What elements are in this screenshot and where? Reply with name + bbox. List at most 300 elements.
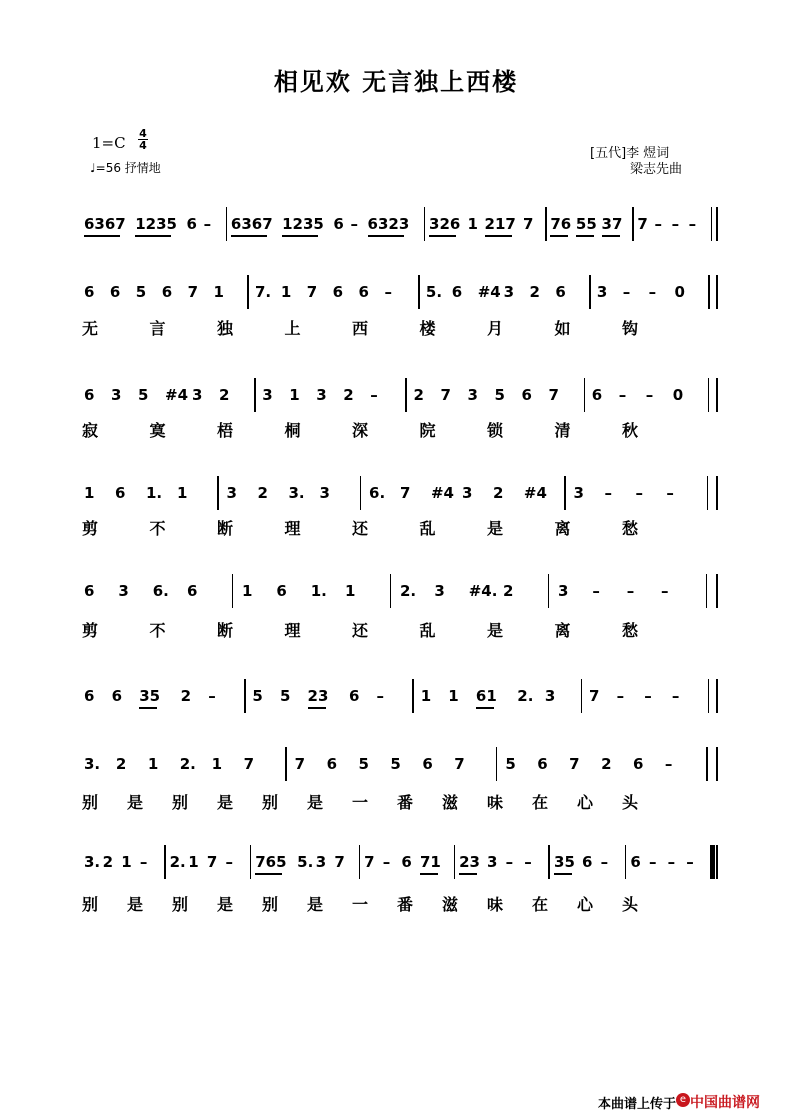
note: 3 bbox=[467, 386, 478, 404]
note: 1 bbox=[242, 582, 253, 600]
barline bbox=[716, 574, 718, 608]
note: 7 bbox=[440, 386, 451, 404]
beam-underline bbox=[231, 235, 267, 237]
barline bbox=[581, 679, 583, 713]
note: 3 bbox=[573, 484, 584, 502]
lyric-char: 滋 bbox=[442, 793, 459, 812]
barline bbox=[545, 207, 547, 241]
lyric-char: 番 bbox=[397, 895, 414, 914]
lyric-char: 是 bbox=[127, 793, 144, 812]
barline bbox=[418, 275, 420, 309]
note: 6 bbox=[555, 283, 566, 301]
lyric-char: 是 bbox=[487, 621, 504, 640]
note: 5 bbox=[494, 386, 505, 404]
note: 2 bbox=[219, 386, 230, 404]
dash-extension: – bbox=[664, 755, 673, 773]
lyric-char: 愁 bbox=[622, 621, 639, 640]
time-signature-bottom: 4 bbox=[139, 139, 147, 152]
lyric-char: 离 bbox=[554, 519, 571, 538]
note: 5 bbox=[390, 755, 401, 773]
notation-line bbox=[84, 582, 716, 604]
note: 7 bbox=[637, 215, 648, 233]
barline bbox=[244, 679, 246, 713]
note: 3. bbox=[288, 484, 305, 502]
lyric-char: 别 bbox=[172, 895, 189, 914]
note: 2. bbox=[517, 687, 534, 705]
note: 7 bbox=[334, 853, 345, 871]
lyric-char: 秋 bbox=[622, 421, 639, 440]
barline bbox=[359, 845, 361, 879]
note: 2 bbox=[115, 755, 127, 773]
note: 1. bbox=[310, 582, 327, 600]
note: 3 bbox=[544, 687, 556, 705]
lyric-char: 言 bbox=[149, 319, 166, 338]
beam-underline bbox=[84, 235, 120, 237]
note: 6 bbox=[451, 283, 463, 301]
note: 6. bbox=[369, 484, 386, 502]
dash-extension: – bbox=[626, 582, 635, 600]
lyric-char: 别 bbox=[82, 793, 99, 812]
barline bbox=[250, 845, 252, 879]
lyric-char: 断 bbox=[217, 621, 234, 640]
note: 3 bbox=[487, 853, 498, 871]
barline bbox=[706, 574, 708, 608]
lyric-char: 头 bbox=[622, 895, 639, 914]
note: 2 bbox=[180, 687, 192, 705]
dash-extension: – bbox=[618, 386, 627, 404]
dash-extension: – bbox=[350, 215, 358, 233]
note: 3 bbox=[434, 582, 445, 600]
note: 2 bbox=[413, 386, 424, 404]
dash-extension: – bbox=[592, 582, 600, 600]
lyric-char: 心 bbox=[577, 793, 594, 812]
dash-extension: – bbox=[644, 687, 652, 705]
barline bbox=[632, 207, 634, 241]
note: 7 bbox=[589, 687, 600, 705]
note: 37 bbox=[601, 215, 623, 233]
note: 7. bbox=[254, 283, 272, 301]
note: 6 bbox=[161, 283, 173, 301]
lyric-char: 锁 bbox=[487, 421, 504, 440]
beam-underline bbox=[554, 873, 572, 875]
lyric-char: 断 bbox=[217, 519, 234, 538]
lyric-char: 不 bbox=[149, 519, 166, 538]
note: 5 bbox=[505, 755, 516, 773]
dash-extension: – bbox=[666, 484, 674, 502]
beam-underline bbox=[550, 235, 568, 237]
note: 7 bbox=[306, 283, 318, 301]
barline bbox=[454, 845, 456, 879]
note: 6 bbox=[114, 484, 126, 502]
note: 1 bbox=[280, 283, 292, 301]
note: 326 bbox=[429, 215, 461, 233]
lyric-char: 寞 bbox=[149, 421, 166, 440]
lyric-char: 是 bbox=[217, 793, 234, 812]
dash-extension: – bbox=[376, 687, 385, 705]
note: 3 bbox=[558, 582, 569, 600]
note: 6 bbox=[84, 582, 95, 600]
lyric-char: 是 bbox=[307, 793, 324, 812]
dash-extension: – bbox=[370, 386, 378, 404]
note: 7 bbox=[187, 283, 199, 301]
note: 2 bbox=[601, 755, 612, 773]
lyric-char: 味 bbox=[487, 895, 504, 914]
note: 2 bbox=[102, 853, 114, 871]
note: 23 bbox=[459, 853, 480, 871]
barline bbox=[708, 275, 710, 309]
dash-extension: – bbox=[600, 853, 609, 871]
note: 76 bbox=[550, 215, 572, 233]
note: 3 bbox=[316, 386, 327, 404]
note: 765 bbox=[255, 853, 287, 871]
barline bbox=[708, 679, 710, 713]
lyric-char: 独 bbox=[217, 319, 234, 338]
barline bbox=[625, 845, 627, 879]
note: 7 bbox=[294, 755, 306, 773]
note: 5 bbox=[358, 755, 369, 773]
note: 1 bbox=[289, 386, 300, 404]
lyric-char: 剪 bbox=[82, 621, 99, 640]
note: 6 bbox=[591, 386, 603, 404]
barline bbox=[584, 378, 586, 412]
note: 2. bbox=[400, 582, 417, 600]
lyric-char: 在 bbox=[532, 793, 549, 812]
lyric-char: 是 bbox=[217, 895, 234, 914]
lyric-char: 别 bbox=[262, 793, 279, 812]
barline bbox=[254, 378, 256, 412]
dash-extension: – bbox=[635, 484, 643, 502]
lyric-char: 梧 bbox=[217, 421, 234, 440]
dash-extension: – bbox=[139, 853, 148, 871]
lyric-char: 一 bbox=[352, 793, 369, 812]
lyric-char: 理 bbox=[284, 519, 301, 538]
lyric-char: 味 bbox=[487, 793, 504, 812]
dash-extension: – bbox=[667, 853, 676, 871]
note: 6 bbox=[326, 755, 338, 773]
beam-underline bbox=[308, 707, 326, 709]
barline bbox=[232, 574, 234, 608]
note: 2. bbox=[179, 755, 196, 773]
note: 6 bbox=[84, 386, 95, 404]
note: 71 bbox=[420, 853, 441, 871]
lyric-char: 清 bbox=[554, 421, 571, 440]
note: 1 bbox=[420, 687, 432, 705]
barline bbox=[589, 275, 591, 309]
dash-extension: – bbox=[688, 215, 697, 233]
note: 5 bbox=[135, 283, 147, 301]
note: 6 bbox=[186, 215, 197, 233]
barline bbox=[405, 378, 407, 412]
note: 5. bbox=[297, 853, 314, 871]
barline bbox=[716, 378, 718, 412]
dash-extension: – bbox=[671, 687, 680, 705]
lyricist-credit: [五代]李 煜词 bbox=[590, 146, 670, 161]
dash-extension: – bbox=[225, 853, 233, 871]
lyric-char: 无 bbox=[82, 319, 99, 338]
dash-extension: – bbox=[604, 484, 612, 502]
dash-extension: – bbox=[654, 215, 662, 233]
dash-extension: – bbox=[616, 687, 625, 705]
barline bbox=[390, 574, 392, 608]
lyric-char: 滋 bbox=[442, 895, 459, 914]
barline bbox=[716, 476, 718, 510]
note: 2 bbox=[529, 283, 540, 301]
notation-line bbox=[84, 215, 716, 237]
beam-underline bbox=[139, 707, 157, 709]
dash-extension: – bbox=[622, 283, 631, 301]
barline bbox=[706, 747, 708, 781]
note: 6 bbox=[521, 386, 532, 404]
dash-extension: – bbox=[661, 582, 669, 600]
barline bbox=[247, 275, 249, 309]
beam-underline bbox=[282, 235, 318, 237]
lyric-char: 月 bbox=[487, 319, 504, 338]
barline bbox=[164, 845, 166, 879]
note: 1. bbox=[145, 484, 163, 502]
note: 7 bbox=[569, 755, 580, 773]
final-barline bbox=[710, 845, 715, 879]
note: 7 bbox=[454, 755, 465, 773]
lyric-char: 不 bbox=[149, 621, 166, 640]
lyrics-line bbox=[82, 316, 642, 338]
note: 3 bbox=[111, 386, 122, 404]
dash-extension: – bbox=[505, 853, 514, 871]
beam-underline bbox=[135, 235, 171, 237]
lyric-char: 番 bbox=[397, 793, 414, 812]
note: 7 bbox=[400, 484, 411, 502]
note: 7 bbox=[548, 386, 559, 404]
note: 61 bbox=[475, 687, 497, 705]
note: 1 bbox=[84, 484, 95, 502]
note: 5. bbox=[425, 283, 443, 301]
note: 1 bbox=[211, 755, 223, 773]
note: 1 bbox=[188, 853, 199, 871]
composer-credit: 梁志先曲 bbox=[630, 162, 683, 177]
beam-underline bbox=[255, 873, 282, 875]
beam-underline bbox=[368, 235, 404, 237]
note: 7 bbox=[522, 215, 534, 233]
key-signature: 1=C bbox=[92, 134, 126, 152]
note: 7 bbox=[243, 755, 255, 773]
lyrics-line bbox=[82, 892, 642, 914]
lyric-char: 院 bbox=[419, 421, 436, 440]
barline bbox=[226, 207, 228, 241]
lyric-char: 理 bbox=[284, 621, 301, 640]
lyric-char: 钩 bbox=[622, 319, 639, 338]
beam-underline bbox=[476, 707, 494, 709]
lyric-char: 楼 bbox=[419, 319, 436, 338]
barline bbox=[412, 679, 414, 713]
note: 6. bbox=[152, 582, 169, 600]
note: #4 bbox=[523, 484, 547, 502]
lyric-char: 西 bbox=[352, 319, 369, 338]
score-title: 相见欢 无言独上西楼 bbox=[273, 67, 519, 96]
barline bbox=[424, 207, 426, 241]
time-signature bbox=[138, 128, 148, 151]
note: 1235 bbox=[135, 215, 177, 233]
note: 1235 bbox=[282, 215, 324, 233]
lyrics-line bbox=[82, 790, 642, 812]
lyric-char: 别 bbox=[172, 793, 189, 812]
note: 6 bbox=[630, 853, 641, 871]
note: 6367 bbox=[84, 215, 126, 233]
notation-line bbox=[84, 283, 716, 305]
barline bbox=[217, 476, 219, 510]
dash-extension: – bbox=[648, 853, 657, 871]
note: 23 bbox=[307, 687, 329, 705]
note: 3. bbox=[84, 755, 101, 773]
note: 5 bbox=[279, 687, 291, 705]
beam-underline bbox=[420, 873, 438, 875]
note: 3 bbox=[503, 283, 515, 301]
lyric-char: 寂 bbox=[82, 421, 99, 440]
lyric-char: 乱 bbox=[419, 621, 436, 640]
barline bbox=[548, 574, 550, 608]
beam-underline bbox=[429, 235, 456, 237]
notation-line bbox=[84, 687, 716, 709]
lyric-char: 在 bbox=[532, 895, 549, 914]
dash-extension: – bbox=[382, 853, 391, 871]
note: 6 bbox=[187, 582, 198, 600]
note: 6 bbox=[111, 687, 123, 705]
barline bbox=[716, 275, 718, 309]
dash-extension: – bbox=[645, 386, 654, 404]
note: 1 bbox=[176, 484, 188, 502]
barline bbox=[716, 679, 718, 713]
note: 6 bbox=[109, 283, 121, 301]
barline bbox=[360, 476, 362, 510]
lyric-char: 如 bbox=[554, 319, 571, 338]
note: 3 bbox=[596, 283, 608, 301]
note: 6 bbox=[333, 215, 344, 233]
lyric-char: 乱 bbox=[419, 519, 436, 538]
lyric-char: 心 bbox=[577, 895, 594, 914]
note: 2 bbox=[492, 484, 504, 502]
dash-extension: – bbox=[686, 853, 694, 871]
time-signature-top: 4 bbox=[139, 127, 147, 140]
note: 2. bbox=[169, 853, 186, 871]
note: 3 bbox=[118, 582, 129, 600]
note: 6 bbox=[358, 283, 369, 301]
barline bbox=[564, 476, 566, 510]
note: 3 bbox=[262, 386, 273, 404]
note: 6367 bbox=[230, 215, 273, 233]
note: 6 bbox=[422, 755, 433, 773]
note: 1 bbox=[121, 853, 132, 871]
barline bbox=[711, 207, 713, 241]
note: 217 bbox=[484, 215, 516, 233]
dash-extension: – bbox=[648, 283, 657, 301]
lyrics-line bbox=[82, 516, 642, 538]
barline bbox=[496, 747, 498, 781]
barline bbox=[708, 378, 710, 412]
dash-extension: – bbox=[671, 215, 680, 233]
dash-extension: – bbox=[384, 283, 392, 301]
note: 2 bbox=[343, 386, 354, 404]
lyric-char: 愁 bbox=[622, 519, 639, 538]
lyric-char: 还 bbox=[352, 621, 369, 640]
barline bbox=[716, 747, 718, 781]
note: 6 bbox=[581, 853, 593, 871]
note: 2 bbox=[257, 484, 268, 502]
e-logo-icon: e bbox=[676, 1093, 690, 1107]
note: 6 bbox=[84, 687, 95, 705]
footer-upload-text: 本曲谱上传于 bbox=[598, 1097, 677, 1112]
note: 6 bbox=[633, 755, 644, 773]
barline bbox=[716, 845, 718, 879]
lyric-char: 上 bbox=[284, 319, 301, 338]
barline bbox=[716, 207, 718, 241]
note: 0 bbox=[672, 386, 684, 404]
note: 1 bbox=[147, 755, 159, 773]
note: 6 bbox=[348, 687, 360, 705]
lyric-char: 还 bbox=[352, 519, 369, 538]
lyric-char: 是 bbox=[127, 895, 144, 914]
dash-extension: – bbox=[524, 853, 532, 871]
notation-line bbox=[84, 484, 716, 506]
lyric-char: 是 bbox=[307, 895, 324, 914]
note: 6 bbox=[84, 283, 95, 301]
beam-underline bbox=[576, 235, 594, 237]
lyric-char: 别 bbox=[262, 895, 279, 914]
note: 6 bbox=[276, 582, 287, 600]
notation-line bbox=[84, 853, 716, 875]
lyric-char: 深 bbox=[352, 421, 369, 440]
notation-line bbox=[84, 755, 716, 777]
note: 35 bbox=[554, 853, 575, 871]
note: 7 bbox=[364, 853, 375, 871]
dash-extension: – bbox=[208, 687, 216, 705]
tempo-marking: ♩=56 抒情地 bbox=[90, 161, 161, 175]
footer-site-logo: 中国曲谱网 bbox=[690, 1095, 760, 1111]
note: 1 bbox=[448, 687, 459, 705]
note: #4 bbox=[165, 386, 189, 404]
note: 7 bbox=[206, 853, 218, 871]
lyric-char: 是 bbox=[487, 519, 504, 538]
lyric-char: 头 bbox=[622, 793, 639, 812]
dash-extension: – bbox=[203, 215, 212, 233]
lyrics-line bbox=[82, 618, 642, 640]
lyric-char: 一 bbox=[352, 895, 369, 914]
note: 1 bbox=[345, 582, 356, 600]
beam-underline bbox=[602, 235, 620, 237]
note: 1 bbox=[467, 215, 478, 233]
notation-line bbox=[84, 386, 716, 408]
lyric-char: 离 bbox=[554, 621, 571, 640]
note: 35 bbox=[139, 687, 161, 705]
note: 5 bbox=[252, 687, 263, 705]
note: 3 bbox=[461, 484, 473, 502]
lyric-char: 别 bbox=[82, 895, 99, 914]
barline bbox=[707, 476, 709, 510]
beam-underline bbox=[459, 873, 477, 875]
note: 3. bbox=[84, 853, 101, 871]
lyrics-line bbox=[82, 418, 642, 440]
barline bbox=[548, 845, 550, 879]
note: 5 bbox=[138, 386, 149, 404]
beam-underline bbox=[485, 235, 512, 237]
note: 3 bbox=[319, 484, 330, 502]
note: 3 bbox=[226, 484, 237, 502]
note: 1 bbox=[213, 283, 224, 301]
lyric-char: 剪 bbox=[82, 519, 99, 538]
note: 6 bbox=[537, 755, 548, 773]
note: 6323 bbox=[367, 215, 410, 233]
note: 55 bbox=[575, 215, 597, 233]
lyric-char: 桐 bbox=[284, 421, 301, 440]
note: #4 bbox=[430, 484, 454, 502]
note: 6 bbox=[401, 853, 412, 871]
